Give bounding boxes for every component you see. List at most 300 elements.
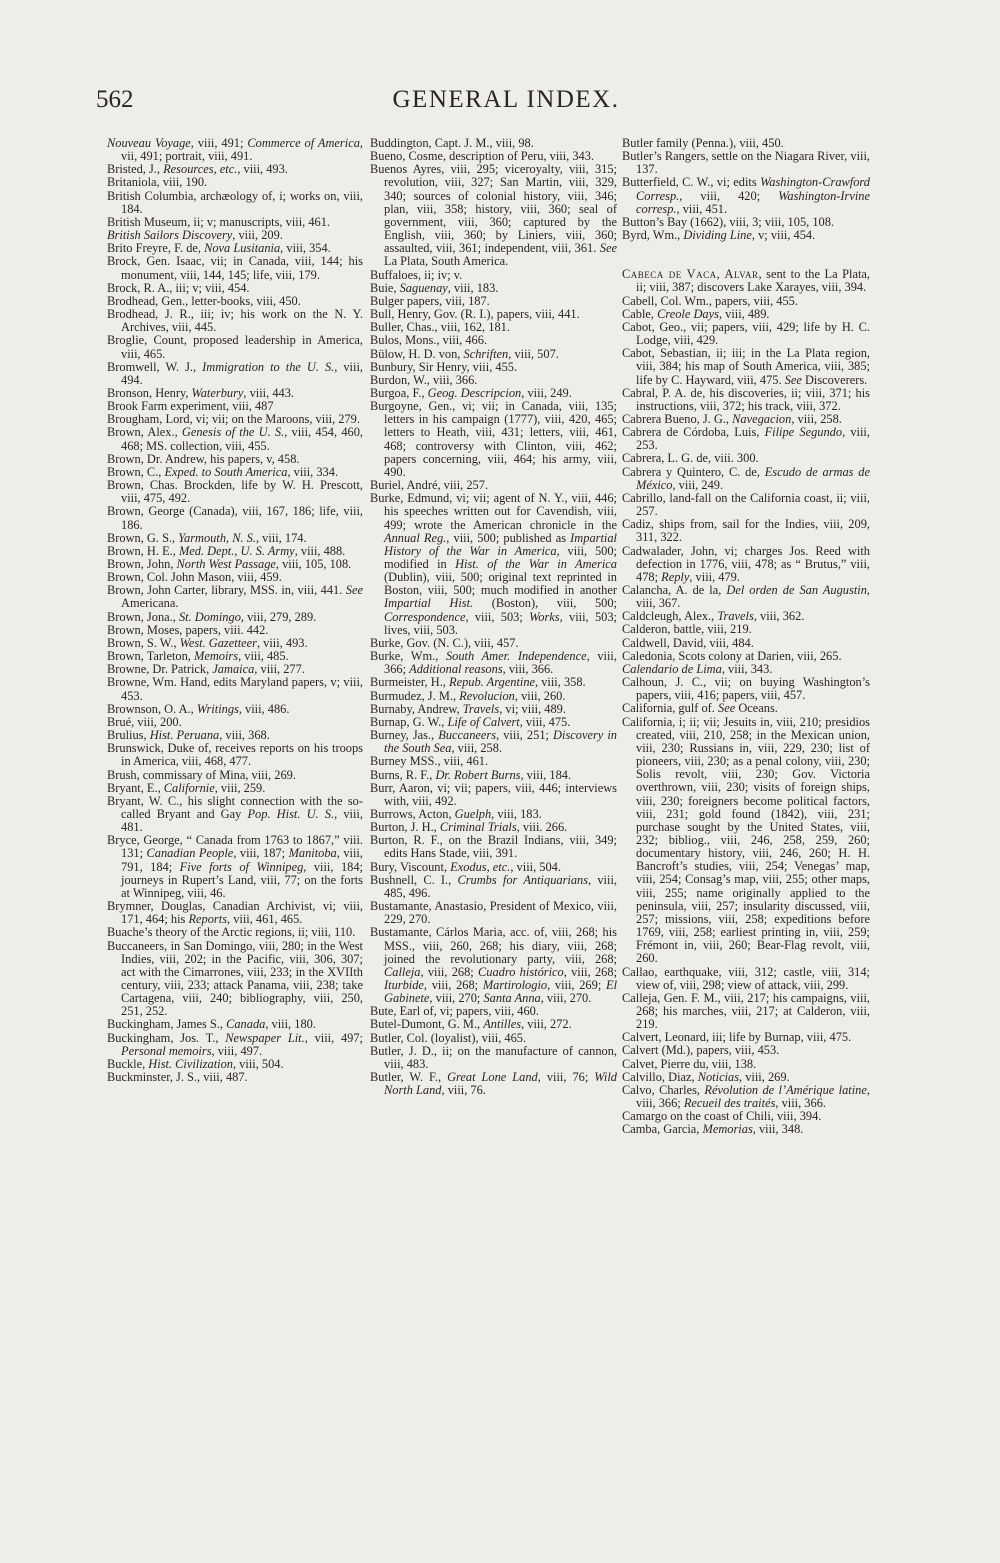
entry-text: , viii, 343. [721,661,773,676]
index-entry [107,676,363,702]
entry-text: Brock, Gen. Isaac, vii; in Canada, viii, 144; his monument, viii, 144, 145; life, viii, 179. [107,254,363,282]
italic-title-text: St. Domingo [178,609,241,624]
entry-text: Buddington, Capt. J. M., viii, 98. [370,136,534,150]
index-entry [107,505,363,531]
entry-text: Butterfield, C. W., vi; edits [622,175,761,190]
italic-title-text: Criminal Trials [439,820,517,835]
entry-text: , viii, 209. [232,228,283,243]
italic-title-text: Travels [717,609,754,624]
entry-text: , viii, 368. [219,728,270,743]
italic-title-text: Med. Dept., U. S. Army [178,543,295,558]
index-entry [622,321,870,347]
italic-title-text: Nova Lusitania [204,241,281,256]
entry-text: , vi; viii, 489. [499,701,566,716]
entry-text: , viii, 485. [238,649,289,664]
italic-title-text: Five forts of Winnipeg [179,859,304,874]
entry-text: , viii, 249. [521,385,572,400]
italic-title-text: Filipe Segundo [764,425,843,440]
index-entry [370,400,617,479]
entry-text: Bryce, George, “ Canada from 1763 to 1867,” viii. 131; [107,833,363,861]
index-column-2 [370,137,617,1097]
entry-text: , viii, 475. [519,714,571,729]
italic-title-text: Guelph [454,806,492,821]
entry-text: Burton, J. H., [370,820,440,835]
entry-text: , viii, 497. [211,1043,263,1058]
entry-text: Burton, R. F., on the Brazil Indians, viii, 349; edits Hans Stade, viii, 391. [370,833,617,861]
entry-text: , viii, 500; modified in [384,543,617,571]
entry-text: Cabrera de Córdoba, Luis, [622,425,765,440]
entry-text: , viii, 443. [243,385,295,400]
entry-text: , viii, 489. [718,306,770,321]
entry-text: Brito Freyre, F. de, [107,241,205,256]
italic-title-text: Escudo de armas de México [636,464,870,492]
entry-text: Burgoyne, Gen., vi; vii; in Canada, viii, 135; letters in his campaign (1777), viii, 420, 465; letters to Heath, viii, 431; letters, viii, 461, 468; controversy with Clinton, viii, 462; papers concerning, viii, 464; his army, viii, 490. [370,399,617,479]
entry-text: Brownson, O. A., [107,701,197,716]
entry-text: , viii, 270. [540,991,592,1006]
entry-text: , viii, 184; journeys in Rupert’s Land, viii, 77; on the forts at Winnipeg, viii, 46. [121,859,363,900]
entry-text: Buenos Ayres, viii, 295; viceroyalty, viii, 315; revolution, viii, 327; San Martin, viii, 329, 340; sources of colonial history, viii, 346; plan, viii, 358; history, viii, 360; seal of government, viii, 360; captured by the English, viii, 360; by Liniers, viii, 360; assaulted, viii, 361; independent, viii, 361. [370,162,617,256]
entry-text: British Columbia, archæology of, i; works on, viii, 184. [107,188,363,216]
entry-text: Bull, Henry, Gov. (R. I.), papers, viii, 441. [370,307,580,322]
entry-text: Brué, viii, 200. [107,714,182,729]
index-column-1 [107,137,363,1084]
italic-title-text: Calendario de Lima [622,661,722,676]
entry-text: Brown, S. W., [107,635,180,650]
italic-title-text: Crumbs for Antiquarians [457,872,589,887]
entry-text: Discoverers. [801,372,868,387]
entry-text: Calancha, A. de la, [622,583,727,597]
entry-text: , viii, 481. [121,806,363,835]
entry-text: Cabrillo, land-fall on the California coast, ii; viii, 257. [622,490,870,519]
entry-text: , viii, 488. [294,543,346,558]
entry-text: Butler, J. D., ii; on the manufacture of cannon, viii, 483. [370,1043,617,1071]
italic-title-text: Works [529,609,560,624]
entry-text: Brymner, Douglas, Canadian Archivist, vi; viii, 171, 464; his [107,899,363,927]
italic-title-text: Impartial History of the War in America [384,530,617,558]
entry-text: Camargo on the coast of Chili, viii, 394. [622,1109,822,1124]
italic-title-text: Wild North Land [384,1070,617,1098]
index-entry [370,650,617,676]
entry-text: , viii, 366; [636,1082,870,1111]
entry-text: , viii, 259. [214,780,266,795]
italic-title-text: Nouveau Voyage [107,136,191,150]
index-entry [107,900,363,926]
entry-text: California, i; ii; vii; Jesuits in, viii, 210; presidios created, viii, 210, 258; in the Mexican union, viii, 230; Russians in, viii, 229, 230; list of pioneers, viii, 230; as a penal colony, viii, 230; Solis revolt, viii, 230; Gov. Victoria overthrown, viii, 230; visits of foreign ships, viii, 230; foreigners become political factors, viii, 231; gold found (1842), viii, 231; purchase sought by the United States, viii, 232; bibliog., viii, 246, 258, 259, 260; documentary history, viii, 246, 260; H. H. Bancroft’s studies, viii, 254; Venegas’ map, viii, 254; Consag’s map, viii, 255; other maps, viii, 255; name originally applied to the peninsula, viii, 257; insularity discussed, viii, 257; missions, viii, 258; expeditions before 1769, viii, 258; earliest printing in, viii, 259; Frémont in, viii, 260; Bear-Flag revolt, viii, 260. [622,714,870,966]
index-entry [622,176,870,215]
entry-text: , viii, 493. [256,635,308,650]
entry-text: Burgoa, F., [370,385,428,400]
italic-title-text: Santa Anna [483,991,541,1006]
entry-text: Buckingham, Jos. T., [107,1030,226,1045]
italic-title-text: Repub. Argentine [449,675,536,690]
entry-text: , viii, 491; [190,136,248,150]
entry-text: , viii, 451. [676,201,728,216]
italic-title-text: Recueil des traités [683,1096,776,1111]
entry-text: Burke, Gov. (N. C.), viii, 457. [370,635,519,650]
entry-text: Brunswick, Duke of, receives reports on his troops in America, viii, 468, 477. [107,741,363,769]
entry-text: Calvert, Leonard, iii; life by Burnap, viii, 475. [622,1030,852,1045]
italic-title-text: Impartial Hist. [384,596,474,611]
index-entry [370,926,617,1005]
italic-title-text: Révolution de l’Amérique latine [704,1082,867,1097]
index-entry [622,466,870,492]
entry-text: Butler’s Rangers, settle on the Niagara River, viii, 137. [622,149,870,177]
entry-text: Browne, Wm. Hand, edits Maryland papers, v; viii, 453. [107,675,363,703]
entry-text: Brown, H. E., [107,543,179,558]
entry-text: Burrows, Acton, [370,806,455,821]
entry-text: Butel-Dumont, G. M., [370,1017,484,1032]
index-entry [622,716,870,966]
entry-text: Buriel, André, viii, 257. [370,478,489,493]
index-entry [107,255,363,281]
entry-text: Buccaneers, in San Domingo, viii, 280; in the West Indies, viii, 202; in the Pacific, viii, 306, 307; act with the Cimarrones, viii, 233; in the XVIIth century, viii, 233; attack Panama, viii, 238; take Cartagena, viii, 240; bibliography, viii, 250, 251, 252. [107,938,363,1019]
index-entry [622,347,870,386]
entry-text: Brodhead, J. R., iii; iv; his work on the N. Y. Archives, viii, 445. [107,307,363,335]
entry-text: , viii, 253. [636,425,870,453]
index-entry [622,992,870,1031]
entry-text: (Boston), viii, 500; [473,596,617,611]
index-entry [622,268,870,294]
entry-text: Buckingham, James S., [107,1017,227,1032]
italic-title-text: Waterbury [191,385,244,400]
index-entry [622,426,870,452]
entry-text: Cadiz, ships from, sail for the Indies, viii, 209, 311, 322. [622,517,870,545]
italic-title-text: Jamaica [212,662,255,677]
italic-title-text: Geog. Descripcion [427,385,522,400]
entry-text: Brown, G. S., [107,530,179,545]
entry-text: Calleja, Gen. F. M., viii, 217; his campaigns, viii, 268; his marches, viii, 217; at Calderon, viii, 219. [622,990,870,1032]
italic-title-text: El Gabinete [384,978,618,1006]
entry-text: , viii, 258. [451,741,503,756]
entry-text: Cabot, Sebastian, ii; iii; in the La Plata region, viii, 384; his map of South America, viii, 385; life by C. Hayward, viii, 475. [622,346,870,387]
index-entry [622,387,870,413]
entry-text: British Museum, ii; v; manuscripts, viii, 461. [107,214,331,229]
index-entry [622,545,870,584]
entry-text: Brown, Col. John Mason, viii, 459. [107,570,282,585]
index-entry [370,834,617,860]
entry-text: , viii, 269. [739,1069,790,1084]
italic-title-text: Travels [462,701,500,716]
index-entry [622,492,870,518]
entry-text: Button’s Bay (1662), viii, 3; viii, 105, 108. [622,214,835,229]
italic-title-text: Dividing Line [683,228,752,243]
entry-text: , viii, 277. [254,662,305,677]
entry-text: , viii, 479. [689,569,740,584]
italic-title-text: See [718,701,736,716]
entry-text: , viii, 174. [255,530,307,545]
entry-text: , viii, 366; [384,649,617,677]
italic-title-text: Creole Days [657,306,719,321]
italic-title-text: Washington-Irvine corresp. [636,188,870,216]
entry-text: Burmeister, H., [370,675,449,690]
index-entry [370,900,617,926]
entry-text: , viii, 272. [521,1017,572,1032]
entry-text: Bunbury, Sir Henry, viii, 455. [370,359,518,374]
entry-text: , viii, 500; published as [446,530,571,545]
entry-text: Cadwalader, John, vi; charges Jos. Reed with defection in 1776, viii, 478; as “ Brutus,” viii, 478; [622,543,870,584]
index-entry [107,584,363,610]
index-entry [370,1045,617,1071]
entry-text: Bute, Earl of, vi; papers, viii, 460. [370,1004,539,1019]
entry-text: , viii, 366. [775,1096,826,1111]
italic-title-text: Commerce of America [247,136,360,150]
italic-title-text: Immigration to the U. S. [202,359,335,374]
entry-text: Brown, Moses, papers, viii. 442. [107,622,269,637]
entry-text: Calhoun, J. C., vii; on buying Washington’s papers, viii, 416; papers, viii, 457. [622,675,870,703]
entry-text: , viii, 279, 289. [240,609,317,624]
entry-text: , viii, 486. [238,701,290,716]
entry-text: , viii, 183. [491,806,542,821]
entry-text: , viii, 461, 465. [227,912,303,927]
entry-text: Buckle, [107,1056,149,1071]
italic-title-text: Memorias [702,1122,753,1137]
italic-title-text: Additional reasons [409,662,503,677]
entry-text: , viii, 187; [233,846,289,861]
entry-text: Cabeca de Vaca, Alvar [622,267,759,282]
entry-text: Brodhead, Gen., letter-books, viii, 450. [107,293,301,308]
italic-title-text: Navegacion [732,411,792,426]
entry-text: Buie, [370,280,400,295]
entry-text: , viii, 358. [535,675,586,690]
entry-text: Bromwell, W. J., [107,359,203,374]
entry-text: Buache’s theory of the Arctic regions, ii; viii, 110. [107,925,356,940]
page-title: GENERAL INDEX. [392,86,620,113]
italic-title-text: Life of Calvert [447,714,520,729]
entry-text: Bronson, Henry, [107,385,192,400]
entry-text: Brulius, [107,728,150,743]
page-number: 562 [96,86,134,113]
italic-title-text: Exodus, etc. [450,859,511,874]
entry-text: , viii, 249. [672,477,724,492]
index-entry [370,492,617,637]
entry-text: Butler, W. F., [370,1070,448,1085]
italic-title-text: Del orden de San Augustin [726,583,867,597]
italic-title-text: Reports [188,912,228,927]
index-entry [370,782,617,808]
entry-text: , viii, 362. [753,609,805,624]
entry-text: , viii, 507. [508,346,559,361]
italic-title-text: Canada [226,1017,266,1032]
entry-text: Byrd, Wm., [622,228,684,243]
italic-title-text: Resources, etc. [163,162,238,177]
italic-title-text: Reply [661,569,690,584]
entry-text: , viii, 268; [420,964,479,979]
entry-text: Burke, Wm., [370,649,446,664]
entry-text: , viii, 503; [465,609,530,624]
entry-text: Bustamante, Anastasio, President of Mexico, viii, 229, 270. [370,899,617,927]
italic-title-text: Genesis of the U. S. [181,425,285,440]
italic-title-text: Cuadro histórico [478,964,564,979]
entry-text: , sent to the La Plata, ii; viii, 387; discovers Lake Xarayes, viii, 394. [636,267,870,295]
entry-text: , viii, 354. [280,241,331,256]
entry-text: Burney MSS., viii, 461. [370,754,489,769]
italic-title-text: Pop. Hist. U. S. [247,806,335,821]
entry-text: Brush, commissary of Mina, viii, 269. [107,767,296,782]
entry-text: Brook Farm experiment, viii, 487 [107,399,274,414]
italic-title-text: Annual Reg. [384,530,447,545]
entry-text: , viii, 268; [423,978,483,992]
entry-text: , viii, 180. [265,1017,316,1032]
index-entry [622,150,870,176]
index-entry [370,163,617,268]
entry-text: Brougham, Lord, vi; vii; on the Maroons, viii, 279. [107,412,360,427]
entry-text: Bulos, Mons., viii, 466. [370,333,488,348]
index-entry [622,676,870,702]
italic-title-text: Hist. Peruana [149,728,220,743]
entry-text: Brown, Alex., [107,425,182,440]
italic-title-text: Exped. to South America [164,464,288,479]
entry-text: Broglie, Count, proposed leadership in America, viii, 465. [107,333,363,361]
entry-text: , viii, 367. [636,583,871,611]
index-entry [107,795,363,834]
entry-text: , viii, 76; [537,1070,595,1085]
italic-title-text: See [599,241,617,256]
italic-title-text: Manitoba [288,846,337,861]
index-entry [107,361,363,387]
index-entry [622,1084,870,1110]
entry-text: , viii, 184. [520,767,572,782]
entry-text: , viii, 504. [510,859,561,874]
entry-text: Brown, Jona., [107,609,179,624]
entry-text: Buller, Chas., viii, 162, 181. [370,320,510,335]
entry-text: , vii, 491; portrait, viii, 491. [121,136,364,164]
index-column-3 [622,137,870,1137]
index-entry [107,137,363,163]
index-entry [622,518,870,544]
index-entry [107,1071,363,1084]
index-entry [370,874,617,900]
italic-title-text: Calleja [384,964,421,979]
italic-title-text: Great Lone Land [447,1070,538,1085]
entry-text: Bury, Viscount, [370,859,451,874]
entry-text: La Plata, South America. [384,254,509,269]
index-entry [107,334,363,360]
entry-text: Butler, Col. (loyalist), viii, 465. [370,1030,527,1045]
italic-title-text: See [784,372,802,387]
entry-text: , viii, 497; [304,1030,363,1045]
entry-text: Brown, Dr. Andrew, his papers, v, 458. [107,451,300,466]
entry-text: Brock, R. A., iii; v; viii, 454. [107,280,250,295]
entry-text: Calvert (Md.), papers, viii, 453. [622,1043,780,1058]
page-header [96,86,916,122]
entry-text: Burke, Edmund, vi; vii; agent of N. Y., viii, 446; his speeches written out for Cavendish, viii, 499; wrote the American chronicle in the [370,491,617,532]
entry-text: , viii, 270; [429,991,484,1006]
entry-text: Cabrera y Quintero, C. de, [622,464,765,479]
index-entry [107,1032,363,1058]
entry-text: Calderon, battle, viii, 219. [622,622,752,637]
entry-text: Bustamante, Cárlos Maria, acc. of, viii, 268; his MSS., viii, 260, 268; his diary, viii, 268; joined the revolutionary party, viii, 268; [370,925,617,966]
entry-text: Cabot, Geo., vii; papers, viii, 429; life by H. C. Lodge, viii, 429. [622,319,870,348]
italic-title-text: South Amer. Independence [445,649,587,664]
entry-text: Cable, [622,306,658,321]
italic-title-text: Saguenay [399,280,448,295]
index-entry [107,742,363,768]
italic-title-text: Noticias [697,1069,740,1084]
entry-text: Burmudez, J. M., [370,688,460,703]
entry-text: Britaniola, viii, 190. [107,175,208,190]
entry-text: Brown, Tarleton, [107,649,194,664]
entry-text: Cabrera, L. G. de, viii. 300. [622,451,759,466]
entry-text: Calvillo, Diaz, [622,1069,698,1084]
italic-title-text: Antilles [483,1017,522,1032]
entry-text: , viii, 493. [237,162,288,177]
entry-text: , viii, 260. [514,688,566,703]
entry-text: (Dublin), viii, 500; original text reprinted in Boston, viii, 500; much modified in another [384,570,617,598]
entry-text: , viii, 454, 460, 468; MS. collection, viii, 455. [121,425,363,453]
entry-text: , viii, 76. [441,1083,486,1098]
index-entry [107,190,363,216]
italic-title-text: Iturbide [384,978,424,992]
italic-title-text: Memoirs [194,649,239,664]
index-entry [107,479,363,505]
index-entry [622,1123,870,1136]
entry-text: Americana. [121,596,179,611]
entry-text: , viii, 485, 496. [384,872,617,900]
italic-title-text: Personal memoirs [121,1043,212,1058]
entry-text: , viii. 266. [516,820,568,835]
entry-text: , viii, 366. [502,662,554,677]
index-entry [107,834,363,900]
italic-title-text: Hist. of the War in America [455,557,617,571]
entry-text: Browne, Dr. Patrick, [107,662,213,677]
italic-title-text: Canadian People [146,846,234,861]
entry-text: Cabrera Bueno, J. G., [622,411,733,426]
entry-text: Bristed, J., [107,162,164,177]
entry-text: , viii, 183. [447,280,499,295]
entry-text: Burns, R. F., [370,767,436,782]
index-entry [622,229,870,242]
italic-title-text: Revolucion [459,688,515,703]
italic-title-text: Yarmouth, N. S. [178,530,256,545]
italic-title-text: Californie [163,780,215,795]
entry-text: Bushnell, C. I., [370,872,458,887]
entry-text: Butler family (Penna.), viii, 450. [622,136,784,150]
entry-text: , viii, 494. [121,359,363,387]
italic-title-text: Newspaper Lit. [225,1030,305,1045]
italic-title-text: Washington-Crawford Corresp. [636,175,870,203]
entry-text: , viii, 420; [679,188,779,203]
entry-text: Brown, John Carter, library, MSS. in, viii, 441. [107,583,346,598]
entry-text: Burr, Aaron, vi; vii; papers, viii, 446; interviews with, viii, 492. [370,780,617,808]
entry-text: Bryant, W. C., his slight connection with the so-called Bryant and Gay [107,793,363,821]
entry-text: Cabral, P. A. de, his discoveries, ii; viii, 371; his instructions, viii, 372; his track, viii, 372. [622,385,870,413]
entry-text: , viii, 503; lives, viii, 503. [384,609,617,637]
entry-text: Buffaloes, ii; iv; v. [370,267,463,282]
entry-text: Bryant, E., [107,780,164,795]
entry-text: Brown, John, [107,557,177,571]
entry-text: Calvo, Charles, [622,1082,705,1097]
index-entry [622,966,870,992]
entry-text: Caldcleugh, Alex., [622,609,718,624]
italic-title-text: Dr. Robert Burns [435,767,521,782]
entry-text: Caledonia, Scots colony at Darien, viii, 265. [622,648,842,663]
italic-title-text: British Sailors Discovery [107,228,233,243]
entry-text: Cabell, Col. Wm., papers, viii, 455. [622,293,798,308]
entry-text: Camba, Garcia, [622,1122,703,1137]
entry-text: Bülow, H. D. von, [370,346,464,361]
entry-text: Brown, C., [107,464,165,479]
index-entry [370,1071,617,1097]
entry-text: , viii, 791, 184; [121,846,363,874]
entry-text: California, gulf of. [622,701,719,716]
entry-text: Brown, George (Canada), viii, 167, 186; life, viii, 186. [107,504,363,532]
italic-title-text: Writings [196,701,239,716]
italic-title-text: Discovery in the South Sea [384,728,617,756]
entry-text: , viii, 251; [496,728,554,743]
italic-title-text: Hist. Civilization [148,1056,233,1071]
italic-title-text: See [345,583,363,598]
entry-text: Bulger papers, viii, 187. [370,293,490,308]
